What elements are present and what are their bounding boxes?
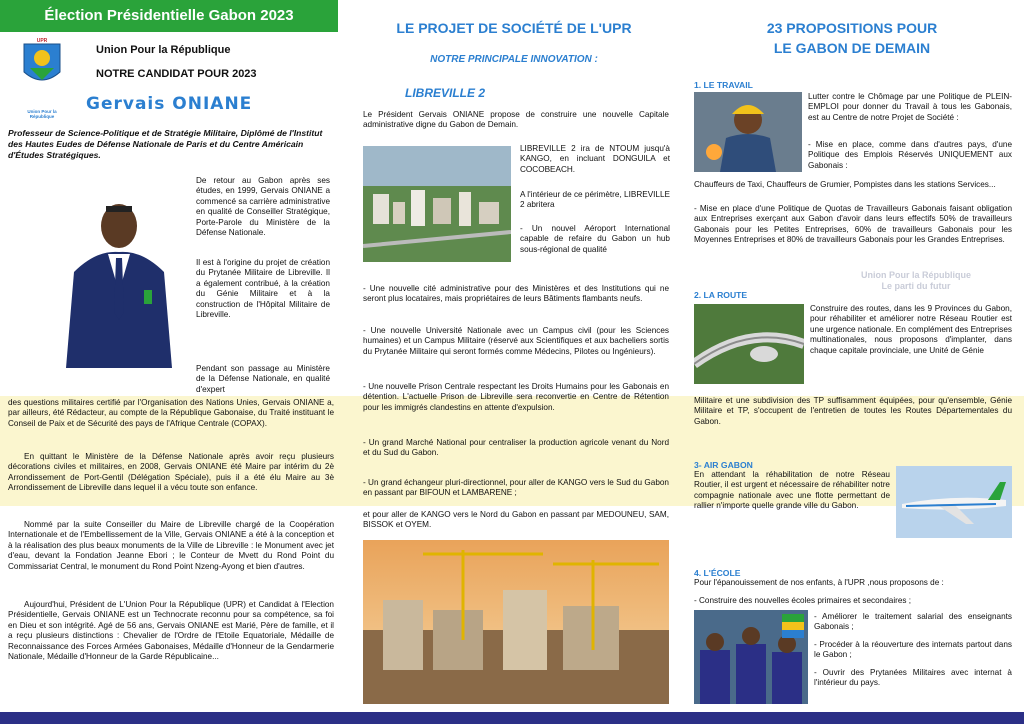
boarding-schools-item: - Procéder à la réouverture des internats partout dans le Gabon ;	[814, 640, 1012, 660]
bio-paragraph-5: En quittant le Ministère de la Défense Nationale après avoir reçu plusieurs décorations civiles et militaires, en 2008, Gervais ONIANE été Maire par intérim du 2è Arrondissement de Port-Gentil (Délégation Spéciale), puis il a été élu Maire au 3è Arrondissement de Libreville dans lequel il a vécu toute son enfance.	[8, 452, 334, 493]
project-intro: Le Président Gervais ONIANE propose de construire une nouvelle Capitale administrative digne du Gabon de Demain.	[363, 110, 669, 130]
interchange-item: - Un grand échangeur pluri-directionnel, pour aller de KANGO vers le Sud du Gabon en passant par BIFOUN et LAMBARENE ;	[363, 478, 669, 498]
innovation-subtitle: NOTRE PRINCIPALE INNOVATION :	[430, 54, 598, 65]
propositions-title-line-1: 23 PROPOSITIONS POUR	[766, 20, 938, 36]
airplane-photo	[896, 466, 1012, 538]
city-aerial-photo	[363, 146, 511, 262]
propositions-title	[688, 18, 1016, 58]
road-text-continued: Militaire et une subdivision des TP suffisamment équipées, pour qu'ensemble, Génie Militaire et TP, s'occupent de l'entretien de toutes les Routes Départementales du Gabon.	[694, 396, 1012, 426]
military-schools-item: - Ouvrir des Prytanées Militaires avec internat à l'intérieur du pays.	[814, 668, 1012, 688]
admin-city-item: - Une nouvelle cité administrative pour des Ministères et des Institutions qui ne seront plus locataires, mais propriétaires de leurs Bâtiments flambants neufs.	[363, 284, 669, 304]
upr-logo	[18, 38, 66, 119]
election-header: Élection Présidentielle Gabon 2023	[0, 0, 338, 32]
project-title: LE PROJET DE SOCIÉTÉ DE L'UPR	[396, 20, 632, 36]
svg-text:UPR: UPR	[36, 38, 48, 44]
section-school-heading: 4. L'ÉCOLE	[694, 568, 741, 578]
libreville-perimeter: A l'intérieur de ce périmètre, LIBREVILLE 2 abritera	[520, 190, 670, 210]
libreville-heading: LIBREVILLE 2	[405, 86, 486, 100]
construction-site-photo	[363, 540, 669, 704]
road-text: Construire des routes, dans les 9 Provinces du Gabon, pour réhabiliter et améliorer notre Réseau Routier est une urgence nationale. En complément des Entreprises multinationales, nous proposons d'implanter, dans chaque capitale provinciale, une Unité de Génie	[810, 304, 1012, 355]
bio-paragraph-2: Il est à l'origine du projet de création du Prytanée Militaire de Libreville. Il a également contribué, à la création du Génie Militaire et à la construction de l'Hôpital Militaire de Libreville.	[196, 258, 330, 320]
bio-paragraph-6: Nommé par la suite Conseiller du Maire de Libreville chargé de la Coopération Internationale et de l'Embellissement de la Ville, Gervais ONIANE a été à la conception et à la réalisation des plus beaux monuments de la Ville de Libreville : le Monument avec jet d'eau, devant la Fondation Jeanne Ebori ; le Conteur de Mvett du Rond Point du Commissariat Central, le monument du Rond Point Nzeng-Ayong et bien d'autres.	[8, 520, 334, 571]
students-photo	[694, 610, 808, 704]
project-column	[355, 0, 673, 712]
bio-paragraph-7: Aujourd'hui, Président de L'Union Pour la République (UPR) et Candidat à l'Election Présidentielle, Gervais ONIANE est un Technocrate reconnu pour sa compétence, sa foi en Dieu et son intégrité. Agé de 56 ans, Gervais ONIANE est Marié, Père de famille, et il a reçu plusieurs distinctions : Chevalier de l'Ordre de l'Etoile Equatoriale, Médaille de Reconnaissance des Forces Armées Gabonaises, Médaille d'Honneur de la Gendarmerie Nationale, Médaille d'Honneur de la Garde Républicaine...	[8, 600, 334, 662]
teacher-salary-item: - Améliorer le traitement salarial des enseignants Gabonais ;	[814, 612, 1012, 632]
prison-item: - Une nouvelle Prison Centrale respectant les Droits Humains pour les Gabonais en détention. L'actuelle Prison de Libreville sera reconvertie en Centre de Rétention pour les immigrés clandestins en attente d'expulsion.	[363, 382, 669, 412]
worker-photo	[694, 92, 802, 172]
section-air-gabon-heading: 3- AIR GABON	[694, 460, 753, 470]
airport-item: - Un nouvel Aéroport International capable de refaire du Gabon un hub sous-régional de qualité	[520, 224, 670, 254]
work-intro: Lutter contre le Chômage par une Politique de PLEIN-EMPLOI pour donner du Travail à tous les Gabonais, est au Centre de notre Projet de Société :	[808, 92, 1012, 122]
university-item: - Une nouvelle Université Nationale avec un Campus civil (pour les Sciences humaines) et un Campus Militaire (réservé aux Scientifiques et aux bacheliers sortis du Prytanée Militaire qui seront formés comme Médecins, Pilotes ou Ingénieurs).	[363, 326, 669, 356]
candidate-column	[0, 0, 340, 712]
bio-paragraph-1: De retour au Gabon après ses études, en 1999, Gervais ONIANE a commencé sa carrière administrative en qualité de Conseiller Stratégique, Porte-Parole du Ministère de la Défense Nationale.	[196, 176, 330, 238]
party-watermark: Union Pour la République Le parti du futur	[861, 270, 971, 291]
market-item: - Un grand Marché National pour centraliser la production agricole venant du Nord et du Sud du Gabon.	[363, 438, 669, 458]
bio-paragraph-3: Pendant son passage au Ministère de la Défense Nationale, en qualité d'expert	[196, 364, 330, 394]
libreville-extent: LIBREVILLE 2 ira de NTOUM jusqu'à KANGO, en incluant DONGUILA et COCOBEACH.	[520, 144, 670, 174]
interchange-north-item: et pour aller de KANGO vers le Nord du Gabon en passant par MEDOUNEU, SAM, BISSOK et OYEM.	[363, 510, 669, 530]
candidate-credentials: Professeur de Science-Politique et de Stratégie Militaire, Diplômé de l'Institut des Hautes Eudes de Défense Nationale de Paris et du Centre Américain d'Études Stratégiques.	[8, 128, 323, 160]
section-work-heading: 1. LE TRAVAIL	[694, 80, 753, 90]
quota-item: - Mise en place d'une Politique de Quotas de Travailleurs Gabonais faisant obligation aux Entreprises exerçant aux Gabon d'avoir dans leurs effectifs 50% de travailleurs Gabonais pour les Petites Entreprises, 60% de travailleurs Gabonais pour les Moyennes Entreprises et 80% de travailleurs Gabonais pour les Grandes Entreprises.	[694, 204, 1012, 245]
logo-caption: Union Pour la République	[27, 109, 57, 119]
school-intro: Pour l'épanouissement de nos enfants, à l'UPR ,nous proposons de :	[694, 578, 944, 587]
candidate-label: NOTRE CANDIDAT POUR 2023	[96, 68, 257, 80]
reserved-jobs-item: - Mise en place, comme dans d'autres pays, d'une Politique des Emplois Réservés UNIQUEMENT aux Gabonais :	[808, 140, 1012, 170]
candidate-portrait	[56, 192, 182, 368]
reserved-jobs-list: Chauffeurs de Taxi, Chauffeurs de Grumier, Pompistes dans les stations Services...	[694, 180, 996, 189]
new-schools-item: - Construire des nouvelles écoles primaires et secondaires ;	[694, 596, 912, 605]
bottom-bar	[0, 712, 1024, 724]
air-gabon-text: En attendant la réhabilitation de notre Réseau Routier, il est urgent et nécessaire de réhabiliter notre compagnie nationale avec une flotte permettant de rallier n'importe quelle grande ville du Gabon.	[694, 470, 890, 511]
propositions-column	[688, 0, 1016, 712]
highway-photo	[694, 304, 804, 384]
bio-paragraph-4: des questions militaires certifié par l'Organisation des Nations Unies, Gervais ONIANE a, par ailleurs, été Rédacteur, au compte de la République Gabonaise, du Traité instituant le Conseil de Paix et de Sécurité des pays de l'Afrique Centrale (COPAX).	[8, 398, 334, 428]
party-name: Union Pour la République	[96, 44, 231, 56]
section-road-heading: 2. LA ROUTE	[694, 290, 748, 300]
candidate-name: Gervais ONIANE	[86, 94, 253, 114]
propositions-title-line-2: LE GABON DE DEMAIN	[773, 40, 931, 56]
